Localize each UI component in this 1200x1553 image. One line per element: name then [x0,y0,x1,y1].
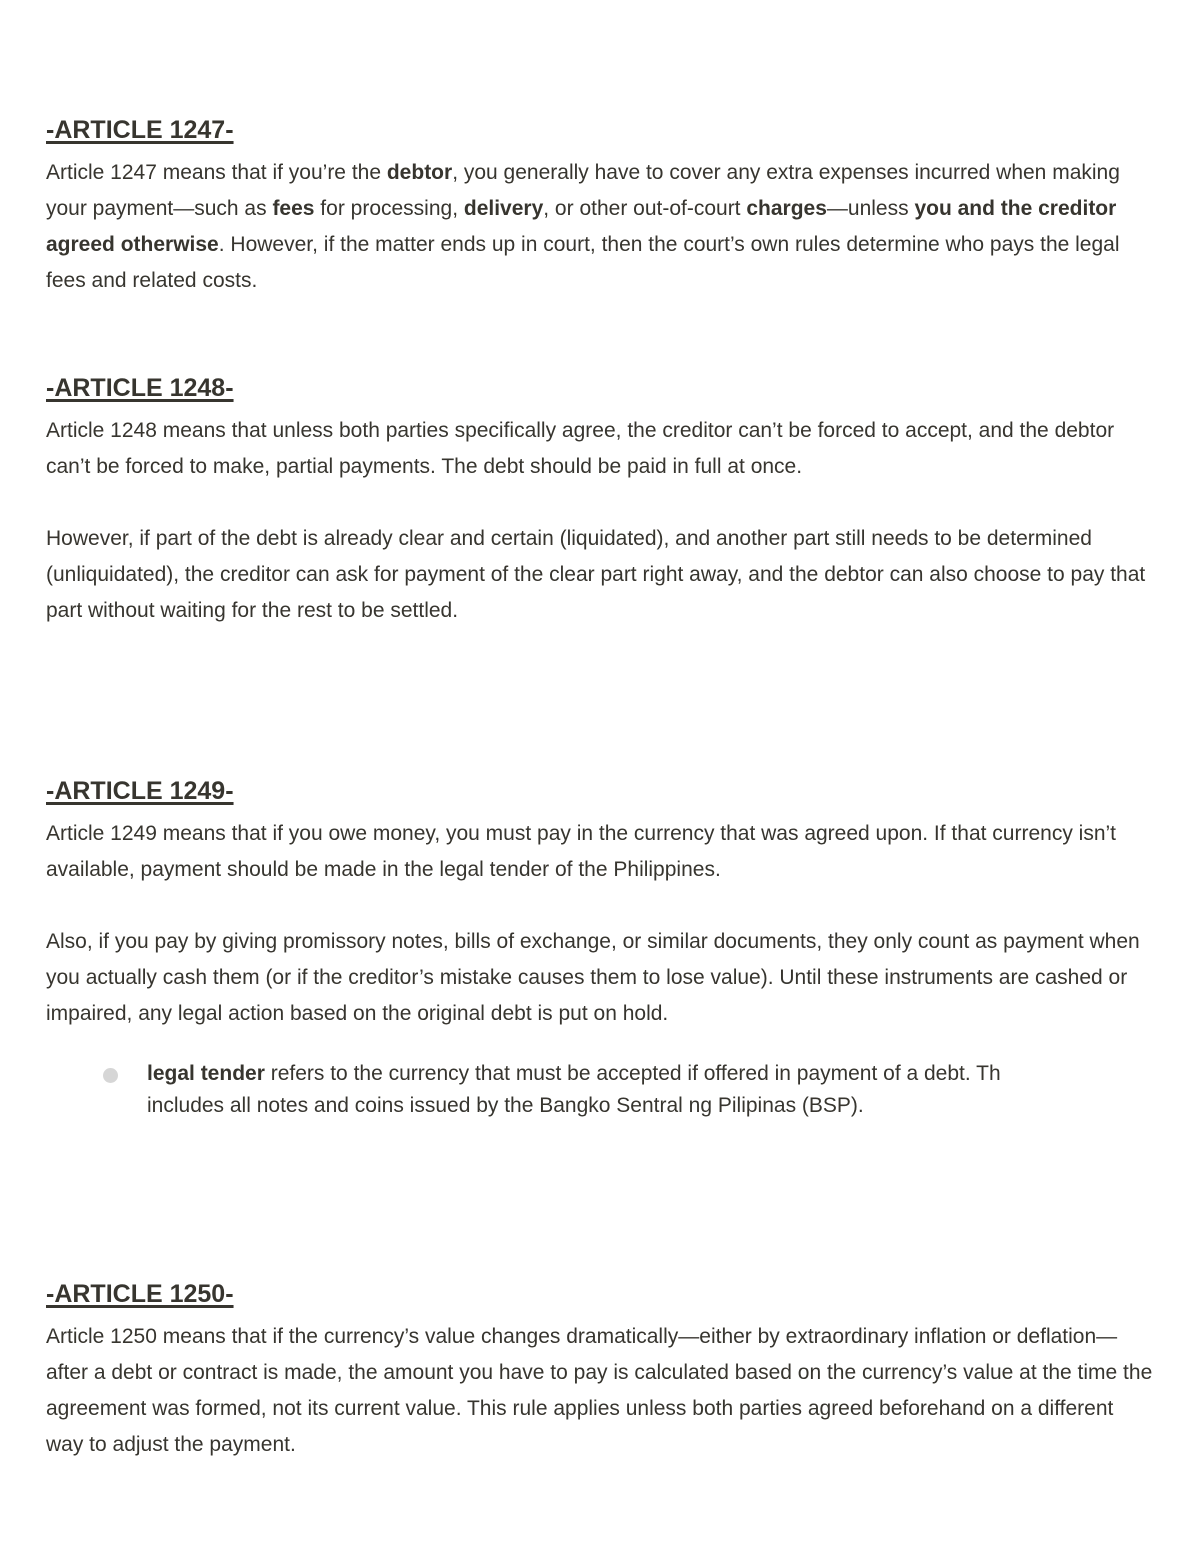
bullet-list-item [46,1058,1167,1122]
article-1248-section [46,373,1166,629]
bold-term-charges: charges [746,197,827,220]
article-1249-section [46,776,1166,1122]
article-1249-paragraph-2: Also, if you pay by giving promissory notes, bills of exchange, or similar documents, they only count as payment when you actually cash them (or if the creditor’s mistake causes them to lose value). Until these instruments are cashed or impaired, any legal action based on the original debt is put on hold. [46,930,1140,1025]
bullet-line-2: includes all notes and coins issued by the Bangko Sentral ng Pilipinas (BSP). [147,1094,864,1117]
bold-term-legal-tender: legal tender [147,1062,265,1085]
article-1249-heading: -ARTICLE 1249- [46,777,234,805]
article-1248-heading: -ARTICLE 1248- [46,374,234,402]
bold-term-debtor: debtor [386,161,453,184]
article-1247-heading: -ARTICLE 1247- [46,116,234,144]
bold-term-fees: fees [272,197,315,220]
text-run: , you generally have to cover any extra expenses incurred when making your payment—such as [46,161,1120,220]
article-1249-paragraph-1: Article 1249 means that if you owe money, you must pay in the currency that was agreed upon. If that currency isn’t available, payment should be made in the legal tender of the Philippines. [46,822,1116,881]
text-run: for processing, [314,197,464,220]
bold-term-delivery: delivery [463,197,544,220]
article-1248-paragraph-1: Article 1248 means that unless both parties specifically agree, the creditor can’t be forced to accept, and the debtor can’t be forced to make, partial payments. The debt should be paid in full at once. [46,419,1115,478]
bullet-text [147,1058,1177,1122]
article-1248-paragraph-2: However, if part of the debt is already clear and certain (liquidated), and another part still needs to be determined (unliquidated), the creditor can ask for payment of the clear part right away, and the debtor can also choose to pay that part without waiting for the rest to be settled. [46,527,1146,622]
text-run: refers to the currency that must be accepted if offered in payment of a debt. Th [264,1062,1001,1085]
text-run: Article 1247 means that if you’re the [46,161,387,184]
article-1250-section [46,1279,1166,1463]
article-1250-paragraph: Article 1250 means that if the currency’s value changes dramatically—either by extraordinary inflation or deflation—after a debt or contract is made, the amount you have to pay is calculated based on the currency’s value at the time the agreement was formed, not its current value. This rule applies unless both parties agreed beforehand on a different way to adjust the payment. [46,1325,1153,1456]
article-1247-section [46,115,1166,299]
text-run: . However, if the matter ends up in court, then the court’s own rules determine who pays the legal fees and related costs. [46,233,1120,292]
text-run: —unless [826,197,915,220]
bold-term-agreement: you and the creditor agreed otherwise [46,197,1117,256]
bullet-dot-icon [103,1068,118,1083]
article-1250-heading: -ARTICLE 1250- [46,1280,234,1308]
article-1247-paragraph [46,155,1156,299]
text-run: , or other out-of-court [543,197,747,220]
